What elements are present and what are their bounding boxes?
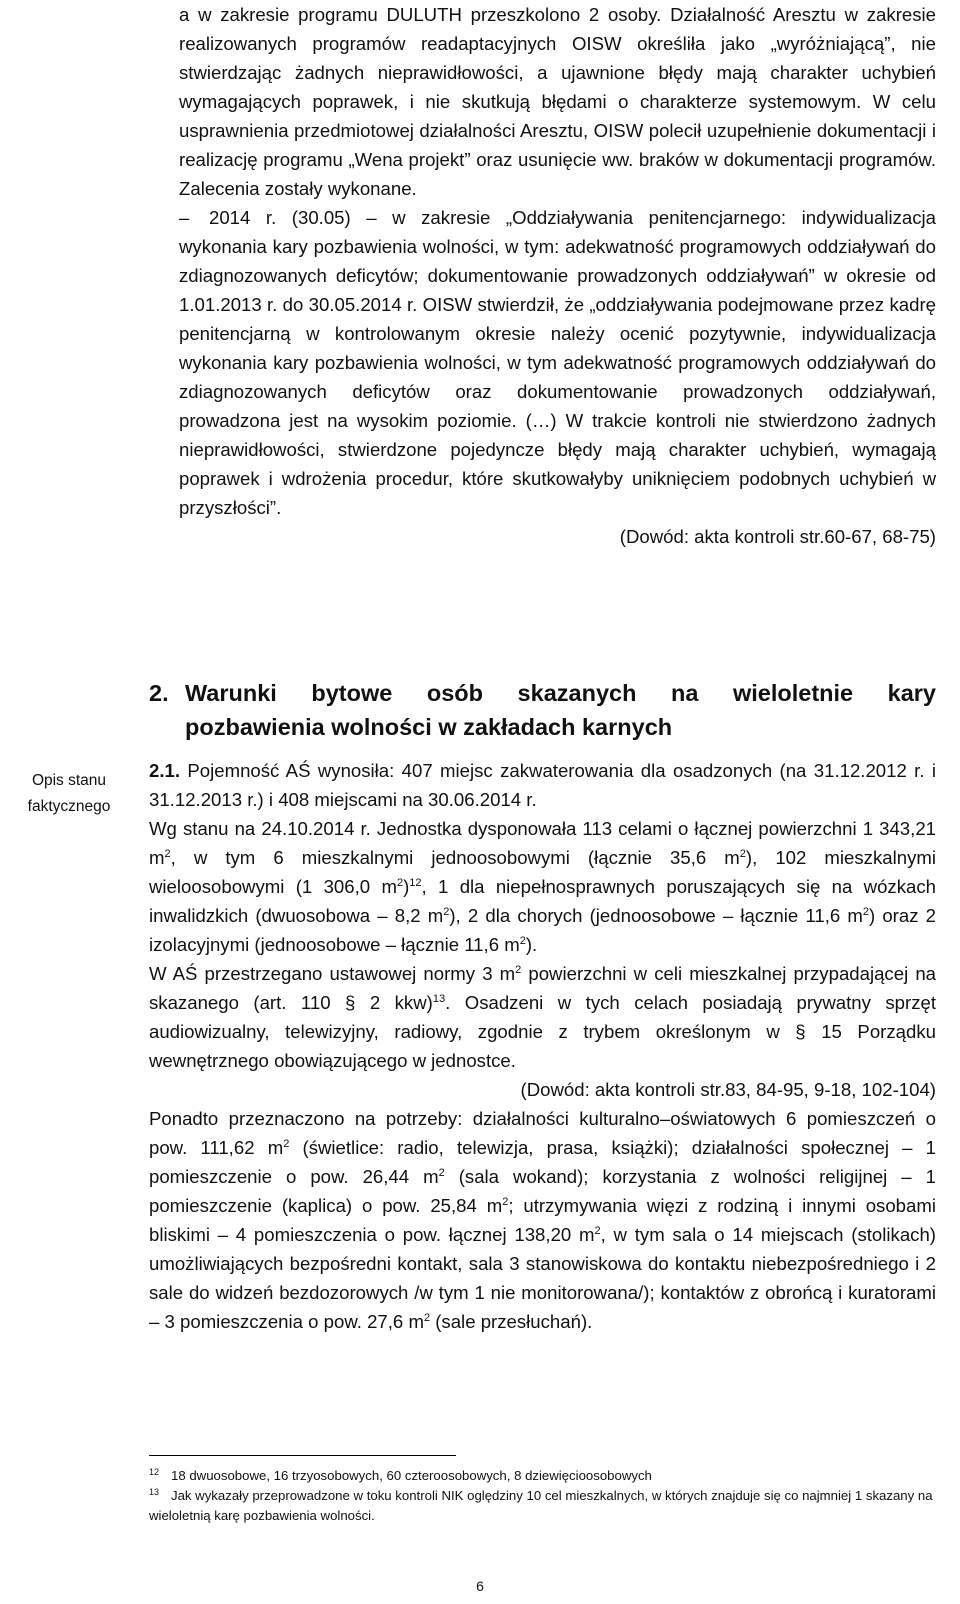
previous-section-text bbox=[179, 0, 936, 551]
section-heading bbox=[149, 676, 936, 744]
footnote-divider bbox=[149, 1455, 456, 1456]
heading-line-1: 2. Warunki bytowe osób skazanych na wieloletnie kary bbox=[149, 676, 936, 710]
heading-line-2: pozbawienia wolności w zakładach karnych bbox=[185, 714, 673, 740]
footnote-ref-13: 13 bbox=[432, 992, 446, 1005]
paragraph-2014-text: 2014 r. (30.05) – w zakresie „Oddziaływania penitencjarnego: indywidualizacja wykonania kary pozbawienia wolności, w tym: adekwatność programowych oddziaływań do zdiagnozowanych deficytów; dokumentowanie prowadzonych oddziaływań” w okresie od 1.01.2013 r. do 30.05.2014 r. OISW stwierdził, że „oddziaływania podejmowane przez kadrę penitencjarną w kontrolowanym okresie należy ocenić pozytywnie, indywidualizacja wykonania kary pozbawienia wolności, w tym adekwatność programowych oddziaływań do zdiagnozowanych deficytów oraz dokumentowanie prowadzonych oddziaływań, prowadzona jest na wysokim poziomie. (…) W trakcie kontroli nie stwierdzono żadnych nieprawidłowości, stwierdzone pojedyncze błędy mają charakter uchybień, wymagają poprawek i wdrożenia procedur, które skutkowałyby uniknięciem podobnych uchybień w przyszłości”. bbox=[179, 207, 936, 518]
paragraph-norm: W AŚ przestrzegano ustawowej normy 3 $m^2$ powierzchni w celi mieszkalnej przypadającej na skazanego (art. 110 § 2 kkw)$^{13}$. Osadzeni w tych celach posiadają prywatny sprzęt audiowizualny, telewizyjny, radiowy, zgodnie z trybem określonym w § 15 Porządku wewnętrznego obowiązującego w jednostce. bbox=[149, 963, 936, 1071]
paragraph-cells: Wg stanu na 24.10.2014 r. Jednostka dysponowała 113 celami o łącznej powierzchni 1 343,21 $m^2$, w tym 6 mieszkalnymi jednoosobowymi (łącznie 35,6 $m^2$), 102 mieszkalnymi wieloosobowymi (1 306,0 $m^2)^{12}$, 1 dla niepełnosprawnych poruszających się na wózkach inwalidzkich (dwuosobowa – 8,2 $m^2$), 2 dla chorych (jednoosobowe – łącznie 11,6 $m^2$) oraz 2 izolacyjnymi (jednoosobowe – łącznie 11,6 $m^2$). bbox=[149, 818, 936, 955]
footnote-13: $^{13}$ Jak wykazały przeprowadzone w toku kontroli NIK oględziny 10 cel mieszkalnych, w których znajduje się co najmniej 1 skazany na wieloletnią karę pozbawienia wolności. bbox=[149, 1486, 933, 1523]
paragraph-duluth: a w zakresie programu DULUTH przeszkolono 2 osoby. Działalność Aresztu w zakresie realizowanych programów readaptacyjnych OISW określiła jako „wyróżniającą”, nie stwierdzając żadnych nieprawidłowości, a ujawnione błędy mają charakter uchybień wymagających poprawek, i nie skutkują błędami o charakterze systemowym. W celu usprawnienia przedmiotowej działalności Aresztu, OISW polecił uzupełnienie dokumentacji i realizację programu „Wena projekt” oraz usunięcie ww. braków w dokumentacji programów. Zalecenia zostały wykonane. bbox=[179, 4, 936, 199]
subsection-number: 2.1. bbox=[149, 760, 181, 781]
footnote-12: $^{12}$ 18 dwuosobowe, 16 trzyosobowych, 60 czteroosobowych, 8 dziewięcioosobowych bbox=[149, 1466, 652, 1483]
paragraph-2014-inspection bbox=[179, 203, 936, 522]
evidence-citation-1: (Dowód: akta kontroli str.60-67, 68-75) bbox=[619, 526, 936, 547]
heading-number: 2. bbox=[149, 680, 169, 706]
footnotes bbox=[149, 1466, 936, 1526]
page-number: 6 bbox=[476, 1578, 484, 1594]
list-dash: – bbox=[179, 207, 190, 228]
section-body bbox=[149, 756, 936, 1336]
footnote-ref-12: 12 bbox=[409, 876, 422, 889]
margin-label: Opis stanu faktycznego bbox=[27, 772, 111, 815]
paragraph-capacity: 2.1. Pojemność AŚ wynosiła: 407 miejsc zakwaterowania dla osadzonych (na 31.12.2012 r. i 31.12.2013 r.) i 408 miejscami na 30.06.2014 r. bbox=[149, 760, 936, 810]
paragraph-rooms: Ponadto przeznaczono na potrzeby: działalności kulturalno–oświatowych 6 pomieszczeń o pow. 111,62 $m^2$ (świetlice: radio, telewizja, prasa, książki); działalności społecznej – 1 pomieszczenie o pow. 26,44 $m^2$ (sala wokand); korzystania z wolności religijnej – 1 pomieszczenie (kaplica) o pow. 25,84 $m^2$; utrzymywania więzi z rodziną i innymi osobami bliskimi – 4 pomieszczenia o pow. łącznej 138,20 $m^2$, w tym sala o 14 miejscach (stolikach) umożliwiających bezpośredni kontakt, sala 3 stanowiskowa do kontaktu niebezpośredniego i 2 sale do widzeń bezdozorowych /w tym 1 nie monitorowana/); kontaktów z obrońcą i kuratorami – 3 pomieszczenia o pow. 27,6 $m^2$ (sale przesłuchań). bbox=[149, 1108, 936, 1332]
evidence-citation-2: (Dowód: akta kontroli str.83, 84-95, 9-18, 102-104) bbox=[520, 1079, 936, 1100]
